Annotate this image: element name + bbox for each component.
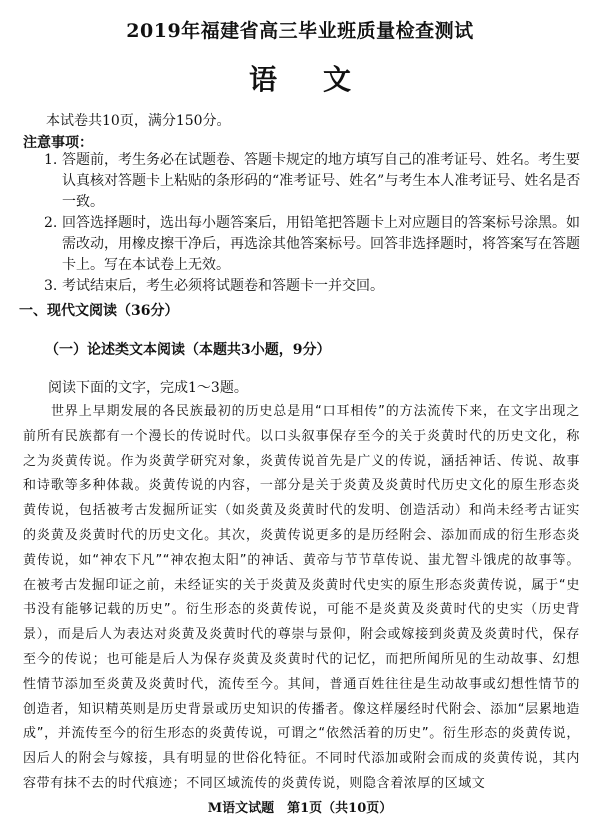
passage-paragraph: 世界上早期发展的各民族最初的历史总是用“口耳相传”的方法流传下来，在文字出现之前所有民族都有一个漫长的传说时代。以口头叙事保存至今的关于炎黄时代的历史文化，称之为炎黄传说。作为炎黄学研究对象，炎黄传说首先是广义的传说，涵括神话、传说、故事和诗歌等多种体裁。炎黄传说的内容，一部分是关于炎黄及炎黄时代历史文化的原生形态炎黄传说，包括被考古发掘所证实（如炎黄及炎黄时代的发明、创造活动）和尚未经考古证实的炎黄及炎黄时代的历史文化。其次，炎黄传说更多的是历经附会、添加而成的衍生形态炎黄传说，如“神农下凡”“神农抱太阳”的神话、黄帝与节节草传说、蚩尤智斗饿虎的故事等。在被考古发掘印证之前，未经证实的关于炎黄及炎黄时代史实的原生形态炎黄传说，属于“史书没有能够记载的历史”。衍生形态的炎黄传说，可能不是炎黄及炎黄时代的史实（历史背景），而是后人为表达对炎黄及炎黄时代的尊崇与景仰，附会或嫁接到炎黄及炎黄时代，保存至今的传说；也可能是后人为保存炎黄及炎黄时代的记忆，而把所闻所见的生动故事、幻想性情节添加至炎黄及炎黄时代，流传至今。其间，普通百姓往往是生动故事或幻想性情节的创造者，知识精英则是历史背景或历史知识的传播者。像这样屡经时代附会、添加“层累地造成”，并流传至今的衍生形态的炎黄传说，可谓之“依然活着的历史”。衍生形态的炎黄传说，因后人的附会与嫁接，具有明显的世俗化特征。不同时代添加或附会而成的炎黄传说，其内容带有抹不去的时代痕迹；不同区域流传的炎黄传说，则隐含着浓厚的区域文 [23,404,580,791]
notice-heading: 注意事项： [23,135,93,151]
notice-list [44,150,584,297]
notice-item-text: 回答选择题时，选出每小题答案后，用铅笔把答题卡上对应题目的答案标号涂黑。如需改动，用橡皮擦干净后，再选涂其他答案标号。回答非选择题时，将答案写在答题卡上。写在本试卷上无效。 [62,215,580,273]
notice-item [44,276,584,297]
notice-item-number: 2. [44,215,58,231]
exam-intro: 本试卷共10页，满分150分。 [46,113,231,129]
reading-passage [23,400,580,797]
section-heading: 一、现代文阅读（36分） [19,303,179,319]
notice-item-number: 1. [44,152,58,168]
notice-item-number: 3. [44,278,58,294]
notice-item [44,150,584,213]
exam-title: 2019年福建省高三毕业班质量检查测试 [126,20,474,42]
subsection-heading: （一）论述类文本阅读（本题共3小题，9分） [45,342,331,358]
notice-item [44,213,584,276]
reading-instruction: 阅读下面的文字，完成1～3题。 [48,380,248,396]
page-footer: M语文试题 第1页（共10页） [207,801,393,816]
subject-title: 语文 [248,63,397,96]
notice-item-text: 答题前，考生务必在试题卷、答题卡规定的地方填写自己的准考证号、姓名。考生要认真核对答题卡上粘贴的条形码的“准考证号、姓名”与考生本人准考证号、姓名是否一致。 [62,152,581,210]
notice-item-text: 考试结束后，考生必须将试题卷和答题卡一并交回。 [62,278,384,294]
